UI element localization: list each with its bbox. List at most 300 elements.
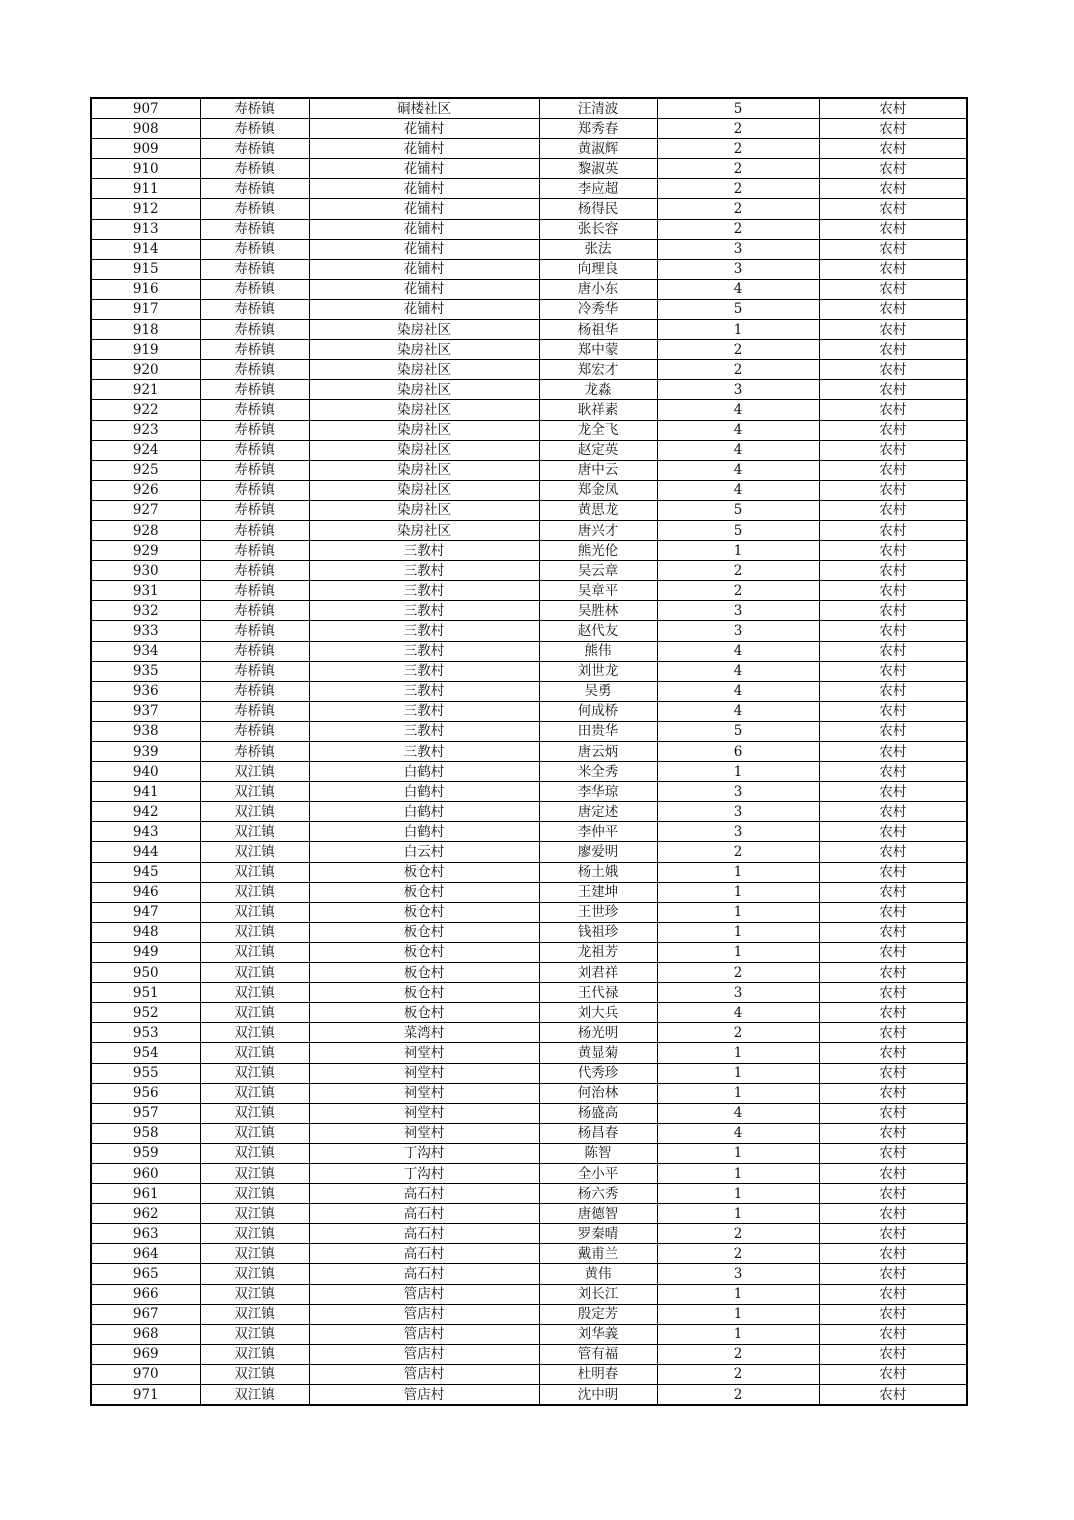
household-size-cell: 1 (657, 541, 819, 561)
household-size-cell: 4 (657, 460, 819, 480)
village-cell: 三教村 (309, 621, 539, 641)
village-cell: 白鹤村 (309, 782, 539, 802)
table-row (91, 902, 967, 922)
area-type-cell: 农村 (819, 119, 967, 139)
row-number-cell: 938 (91, 721, 200, 741)
row-number-cell: 952 (91, 1003, 200, 1023)
area-type-cell: 农村 (819, 400, 967, 420)
household-size-cell: 4 (657, 1003, 819, 1023)
town-cell: 双江镇 (200, 1364, 309, 1384)
household-size-cell: 2 (657, 581, 819, 601)
name-cell: 刘世龙 (539, 661, 657, 681)
table-row (91, 742, 967, 762)
table-row (91, 219, 967, 239)
area-type-cell: 农村 (819, 541, 967, 561)
village-cell: 染房社区 (309, 400, 539, 420)
name-cell: 刘君祥 (539, 963, 657, 983)
household-size-cell: 3 (657, 822, 819, 842)
table-row (91, 139, 967, 159)
town-cell: 寿桥镇 (200, 721, 309, 741)
town-cell: 寿桥镇 (200, 400, 309, 420)
town-cell: 寿桥镇 (200, 179, 309, 199)
area-type-cell: 农村 (819, 1103, 967, 1123)
village-cell: 花铺村 (309, 119, 539, 139)
village-cell: 三教村 (309, 561, 539, 581)
table-row (91, 822, 967, 842)
village-cell: 高石村 (309, 1204, 539, 1224)
table-row (91, 1043, 967, 1063)
name-cell: 代秀珍 (539, 1063, 657, 1083)
row-number-cell: 935 (91, 661, 200, 681)
village-cell: 染房社区 (309, 420, 539, 440)
household-size-cell: 2 (657, 1344, 819, 1364)
town-cell: 双江镇 (200, 1385, 309, 1406)
table-row (91, 299, 967, 319)
town-cell: 寿桥镇 (200, 259, 309, 279)
area-type-cell: 农村 (819, 219, 967, 239)
village-cell: 染房社区 (309, 480, 539, 500)
row-number-cell: 939 (91, 742, 200, 762)
area-type-cell: 农村 (819, 822, 967, 842)
area-type-cell: 农村 (819, 1284, 967, 1304)
town-cell: 双江镇 (200, 1063, 309, 1083)
row-number-cell: 909 (91, 139, 200, 159)
row-number-cell: 958 (91, 1123, 200, 1143)
name-cell: 熊伟 (539, 641, 657, 661)
row-number-cell: 929 (91, 541, 200, 561)
row-number-cell: 917 (91, 299, 200, 319)
area-type-cell: 农村 (819, 782, 967, 802)
table-row (91, 440, 967, 460)
name-cell: 唐兴才 (539, 520, 657, 540)
village-cell: 染房社区 (309, 340, 539, 360)
row-number-cell: 924 (91, 440, 200, 460)
row-number-cell: 950 (91, 963, 200, 983)
name-cell: 管有福 (539, 1344, 657, 1364)
area-type-cell: 农村 (819, 561, 967, 581)
town-cell: 双江镇 (200, 782, 309, 802)
town-cell: 寿桥镇 (200, 98, 309, 119)
area-type-cell: 农村 (819, 742, 967, 762)
row-number-cell: 957 (91, 1103, 200, 1123)
area-type-cell: 农村 (819, 480, 967, 500)
area-type-cell: 农村 (819, 802, 967, 822)
town-cell: 双江镇 (200, 1083, 309, 1103)
name-cell: 熊光伦 (539, 541, 657, 561)
name-cell: 全小平 (539, 1163, 657, 1183)
household-size-cell: 4 (657, 681, 819, 701)
village-cell: 染房社区 (309, 520, 539, 540)
town-cell: 寿桥镇 (200, 199, 309, 219)
village-cell: 白鹤村 (309, 802, 539, 822)
row-number-cell: 923 (91, 420, 200, 440)
area-type-cell: 农村 (819, 882, 967, 902)
name-cell: 郑秀春 (539, 119, 657, 139)
table-row (91, 179, 967, 199)
name-cell: 冷秀华 (539, 299, 657, 319)
table-row (91, 721, 967, 741)
name-cell: 沈中明 (539, 1385, 657, 1406)
area-type-cell: 农村 (819, 1324, 967, 1344)
table-row (91, 1163, 967, 1183)
table-row (91, 681, 967, 701)
village-cell: 管店村 (309, 1304, 539, 1324)
village-cell: 高石村 (309, 1244, 539, 1264)
town-cell: 寿桥镇 (200, 742, 309, 762)
village-cell: 板仓村 (309, 963, 539, 983)
table-row (91, 239, 967, 259)
household-size-cell: 2 (657, 360, 819, 380)
household-size-cell: 1 (657, 1184, 819, 1204)
town-cell: 寿桥镇 (200, 139, 309, 159)
name-cell: 唐云炳 (539, 742, 657, 762)
row-number-cell: 961 (91, 1184, 200, 1204)
name-cell: 殷定芳 (539, 1304, 657, 1324)
table-row (91, 1184, 967, 1204)
table-row (91, 98, 967, 119)
area-type-cell: 农村 (819, 1204, 967, 1224)
village-cell: 染房社区 (309, 460, 539, 480)
household-size-cell: 2 (657, 219, 819, 239)
table-row (91, 581, 967, 601)
row-number-cell: 926 (91, 480, 200, 500)
row-number-cell: 962 (91, 1204, 200, 1224)
town-cell: 寿桥镇 (200, 299, 309, 319)
name-cell: 龙全飞 (539, 420, 657, 440)
area-type-cell: 农村 (819, 1023, 967, 1043)
household-size-cell: 1 (657, 1063, 819, 1083)
row-number-cell: 937 (91, 701, 200, 721)
name-cell: 钱祖珍 (539, 922, 657, 942)
row-number-cell: 947 (91, 902, 200, 922)
household-size-cell: 2 (657, 842, 819, 862)
name-cell: 唐小东 (539, 279, 657, 299)
village-cell: 白鹤村 (309, 822, 539, 842)
village-cell: 三教村 (309, 701, 539, 721)
town-cell: 双江镇 (200, 762, 309, 782)
town-cell: 寿桥镇 (200, 480, 309, 500)
name-cell: 杨祖华 (539, 320, 657, 340)
town-cell: 双江镇 (200, 1163, 309, 1183)
town-cell: 双江镇 (200, 963, 309, 983)
table-row (91, 1083, 967, 1103)
row-number-cell: 908 (91, 119, 200, 139)
row-number-cell: 927 (91, 500, 200, 520)
name-cell: 郑中蒙 (539, 340, 657, 360)
table-body (91, 98, 967, 1405)
area-type-cell: 农村 (819, 581, 967, 601)
household-size-cell: 2 (657, 340, 819, 360)
row-number-cell: 946 (91, 882, 200, 902)
table-row (91, 1244, 967, 1264)
household-size-cell: 3 (657, 1264, 819, 1284)
area-type-cell: 农村 (819, 1364, 967, 1384)
table-row (91, 1143, 967, 1163)
row-number-cell: 959 (91, 1143, 200, 1163)
town-cell: 寿桥镇 (200, 581, 309, 601)
village-cell: 祠堂村 (309, 1063, 539, 1083)
table-row (91, 983, 967, 1003)
table-row (91, 420, 967, 440)
household-size-cell: 5 (657, 520, 819, 540)
village-cell: 三教村 (309, 742, 539, 762)
household-size-cell: 2 (657, 1023, 819, 1043)
name-cell: 何成桥 (539, 701, 657, 721)
row-number-cell: 966 (91, 1284, 200, 1304)
town-cell: 双江镇 (200, 1143, 309, 1163)
town-cell: 双江镇 (200, 1264, 309, 1284)
household-size-cell: 2 (657, 963, 819, 983)
name-cell: 王建坤 (539, 882, 657, 902)
row-number-cell: 930 (91, 561, 200, 581)
row-number-cell: 956 (91, 1083, 200, 1103)
area-type-cell: 农村 (819, 1244, 967, 1264)
name-cell: 唐德智 (539, 1204, 657, 1224)
household-size-cell: 1 (657, 762, 819, 782)
household-size-cell: 3 (657, 380, 819, 400)
name-cell: 郑宏才 (539, 360, 657, 380)
row-number-cell: 921 (91, 380, 200, 400)
table-row (91, 541, 967, 561)
name-cell: 唐中云 (539, 460, 657, 480)
area-type-cell: 农村 (819, 460, 967, 480)
town-cell: 双江镇 (200, 842, 309, 862)
area-type-cell: 农村 (819, 199, 967, 219)
name-cell: 戴甫兰 (539, 1244, 657, 1264)
name-cell: 王代禄 (539, 983, 657, 1003)
area-type-cell: 农村 (819, 963, 967, 983)
household-size-cell: 5 (657, 721, 819, 741)
area-type-cell: 农村 (819, 842, 967, 862)
household-size-cell: 1 (657, 1204, 819, 1224)
table-row (91, 1023, 967, 1043)
village-cell: 花铺村 (309, 239, 539, 259)
row-number-cell: 964 (91, 1244, 200, 1264)
village-cell: 三教村 (309, 681, 539, 701)
row-number-cell: 948 (91, 922, 200, 942)
town-cell: 双江镇 (200, 822, 309, 842)
row-number-cell: 942 (91, 802, 200, 822)
town-cell: 寿桥镇 (200, 340, 309, 360)
table-row (91, 500, 967, 520)
household-size-cell: 2 (657, 1385, 819, 1406)
household-size-cell: 1 (657, 1304, 819, 1324)
town-cell: 寿桥镇 (200, 360, 309, 380)
village-cell: 板仓村 (309, 882, 539, 902)
name-cell: 杨昌春 (539, 1123, 657, 1143)
town-cell: 寿桥镇 (200, 541, 309, 561)
table-row (91, 1123, 967, 1143)
table-row (91, 1385, 967, 1406)
area-type-cell: 农村 (819, 661, 967, 681)
area-type-cell: 农村 (819, 320, 967, 340)
row-number-cell: 936 (91, 681, 200, 701)
town-cell: 双江镇 (200, 882, 309, 902)
village-cell: 三教村 (309, 661, 539, 681)
town-cell: 双江镇 (200, 862, 309, 882)
name-cell: 吴章平 (539, 581, 657, 601)
household-size-cell: 3 (657, 601, 819, 621)
village-cell: 花铺村 (309, 199, 539, 219)
row-number-cell: 965 (91, 1264, 200, 1284)
name-cell: 李仲平 (539, 822, 657, 842)
household-size-cell: 1 (657, 1143, 819, 1163)
area-type-cell: 农村 (819, 1083, 967, 1103)
village-cell: 丁沟村 (309, 1163, 539, 1183)
row-number-cell: 919 (91, 340, 200, 360)
table-row (91, 1304, 967, 1324)
village-cell: 板仓村 (309, 983, 539, 1003)
area-type-cell: 农村 (819, 259, 967, 279)
town-cell: 寿桥镇 (200, 641, 309, 661)
town-cell: 寿桥镇 (200, 219, 309, 239)
area-type-cell: 农村 (819, 701, 967, 721)
village-cell: 祠堂村 (309, 1083, 539, 1103)
town-cell: 寿桥镇 (200, 320, 309, 340)
village-cell: 板仓村 (309, 1003, 539, 1023)
area-type-cell: 农村 (819, 1385, 967, 1406)
village-cell: 染房社区 (309, 500, 539, 520)
area-type-cell: 农村 (819, 1264, 967, 1284)
row-number-cell: 915 (91, 259, 200, 279)
name-cell: 张长容 (539, 219, 657, 239)
village-cell: 板仓村 (309, 862, 539, 882)
name-cell: 李华琼 (539, 782, 657, 802)
town-cell: 寿桥镇 (200, 420, 309, 440)
household-size-cell: 1 (657, 922, 819, 942)
town-cell: 寿桥镇 (200, 380, 309, 400)
village-cell: 菜湾村 (309, 1023, 539, 1043)
table-row (91, 601, 967, 621)
town-cell: 寿桥镇 (200, 520, 309, 540)
row-number-cell: 954 (91, 1043, 200, 1063)
name-cell: 杨得民 (539, 199, 657, 219)
name-cell: 田贵华 (539, 721, 657, 741)
name-cell: 廖爱明 (539, 842, 657, 862)
village-cell: 三教村 (309, 541, 539, 561)
household-size-cell: 5 (657, 299, 819, 319)
town-cell: 双江镇 (200, 1244, 309, 1264)
area-type-cell: 农村 (819, 1143, 967, 1163)
town-cell: 寿桥镇 (200, 701, 309, 721)
name-cell: 米全秀 (539, 762, 657, 782)
name-cell: 赵代友 (539, 621, 657, 641)
table-row (91, 259, 967, 279)
table-row (91, 199, 967, 219)
table-row (91, 621, 967, 641)
name-cell: 杨盛高 (539, 1103, 657, 1123)
area-type-cell: 农村 (819, 139, 967, 159)
village-cell: 丁沟村 (309, 1143, 539, 1163)
table-row (91, 882, 967, 902)
household-size-cell: 1 (657, 1284, 819, 1304)
village-cell: 高石村 (309, 1184, 539, 1204)
town-cell: 双江镇 (200, 983, 309, 1003)
row-number-cell: 931 (91, 581, 200, 601)
name-cell: 耿祥素 (539, 400, 657, 420)
name-cell: 郑金凤 (539, 480, 657, 500)
table-row (91, 782, 967, 802)
table-row (91, 1284, 967, 1304)
data-table (90, 97, 968, 1406)
area-type-cell: 农村 (819, 762, 967, 782)
household-size-cell: 4 (657, 641, 819, 661)
row-number-cell: 934 (91, 641, 200, 661)
town-cell: 双江镇 (200, 942, 309, 962)
name-cell: 吴云章 (539, 561, 657, 581)
household-size-cell: 3 (657, 621, 819, 641)
document-page (90, 97, 966, 1406)
area-type-cell: 农村 (819, 942, 967, 962)
table-row (91, 360, 967, 380)
village-cell: 管店村 (309, 1385, 539, 1406)
area-type-cell: 农村 (819, 681, 967, 701)
household-size-cell: 4 (657, 701, 819, 721)
name-cell: 张法 (539, 239, 657, 259)
row-number-cell: 914 (91, 239, 200, 259)
area-type-cell: 农村 (819, 601, 967, 621)
name-cell: 杜明春 (539, 1364, 657, 1384)
area-type-cell: 农村 (819, 902, 967, 922)
village-cell: 高石村 (309, 1264, 539, 1284)
village-cell: 管店村 (309, 1364, 539, 1384)
town-cell: 双江镇 (200, 1043, 309, 1063)
town-cell: 双江镇 (200, 1304, 309, 1324)
name-cell: 刘大兵 (539, 1003, 657, 1023)
village-cell: 板仓村 (309, 922, 539, 942)
town-cell: 双江镇 (200, 802, 309, 822)
town-cell: 寿桥镇 (200, 279, 309, 299)
name-cell: 杨六秀 (539, 1184, 657, 1204)
village-cell: 花铺村 (309, 219, 539, 239)
row-number-cell: 907 (91, 98, 200, 119)
row-number-cell: 910 (91, 159, 200, 179)
village-cell: 染房社区 (309, 320, 539, 340)
table-row (91, 922, 967, 942)
town-cell: 寿桥镇 (200, 601, 309, 621)
household-size-cell: 2 (657, 199, 819, 219)
area-type-cell: 农村 (819, 862, 967, 882)
table-row (91, 942, 967, 962)
name-cell: 刘长江 (539, 1284, 657, 1304)
area-type-cell: 农村 (819, 1184, 967, 1204)
area-type-cell: 农村 (819, 279, 967, 299)
household-size-cell: 1 (657, 882, 819, 902)
row-number-cell: 967 (91, 1304, 200, 1324)
table-row (91, 400, 967, 420)
table-row (91, 1344, 967, 1364)
area-type-cell: 农村 (819, 922, 967, 942)
area-type-cell: 农村 (819, 1003, 967, 1023)
household-size-cell: 3 (657, 239, 819, 259)
row-number-cell: 912 (91, 199, 200, 219)
area-type-cell: 农村 (819, 340, 967, 360)
table-row (91, 641, 967, 661)
name-cell: 王世珍 (539, 902, 657, 922)
area-type-cell: 农村 (819, 1043, 967, 1063)
household-size-cell: 4 (657, 420, 819, 440)
village-cell: 板仓村 (309, 902, 539, 922)
table-row (91, 1364, 967, 1384)
name-cell: 唐定述 (539, 802, 657, 822)
household-size-cell: 3 (657, 259, 819, 279)
row-number-cell: 920 (91, 360, 200, 380)
row-number-cell: 968 (91, 1324, 200, 1344)
household-size-cell: 6 (657, 742, 819, 762)
name-cell: 陈智 (539, 1143, 657, 1163)
name-cell: 刘华義 (539, 1324, 657, 1344)
table-row (91, 1264, 967, 1284)
